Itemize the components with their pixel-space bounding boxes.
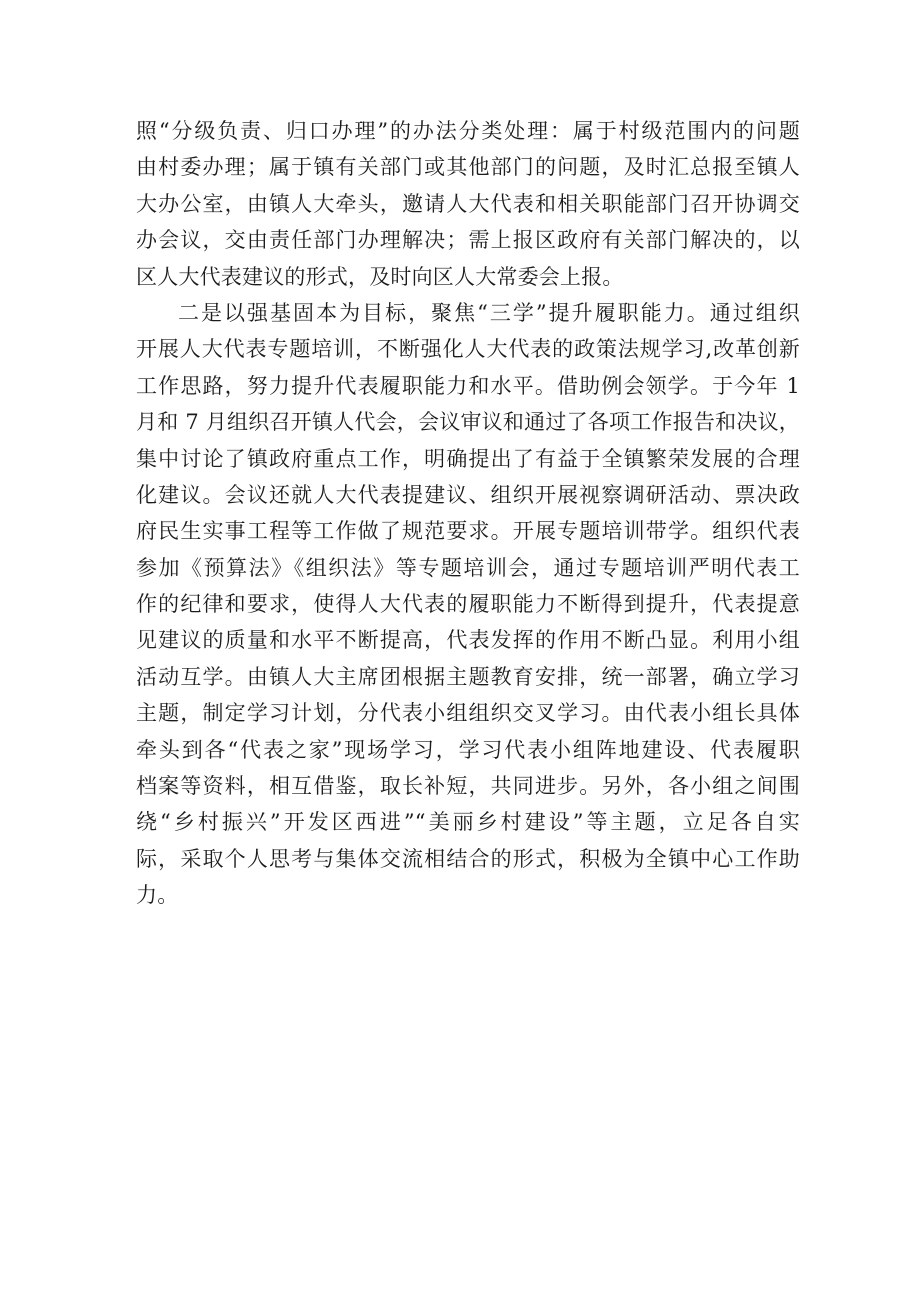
- paragraph-line: 见建议的质量和水平不断提高，代表发挥的作用不断凸显。利用小组: [136, 628, 800, 653]
- paragraph-line: 作的纪律和要求，使得人大代表的履职能力不断得到提升，代表提意: [136, 592, 800, 617]
- paragraph-line: 照“分级负责、归口办理”的办法分类处理：属于村级范围内的问题: [136, 119, 800, 143]
- paragraph-line: 集中讨论了镇政府重点工作，明确提出了有益于全镇繁荣发展的合理: [136, 446, 800, 471]
- paragraph-line: 活动互学。由镇人大主席团根据主题教育安排，统一部署，确立学习: [136, 664, 800, 689]
- paragraph-line: 区人大代表建议的形式，及时向区人大常委会上报。: [136, 264, 624, 289]
- paragraph-1: [136, 113, 800, 295]
- paragraph-line: 牵头到各“代表之家”现场学习，学习代表小组阵地建设、代表履职: [136, 737, 800, 762]
- paragraph-line: 由村委办理；属于镇有关部门或其他部门的问题，及时汇总报至镇人: [136, 155, 800, 180]
- paragraph-2: [136, 295, 800, 914]
- paragraph-line: 大办公室，由镇人大牵头，邀请人大代表和相关职能部门召开协调交: [136, 191, 800, 216]
- paragraph-line: 绕“乡村振兴”开发区西进”“美丽乡村建设”等主题，立足各自实: [136, 810, 800, 835]
- paragraph-line: 二是以强基固本为目标，聚焦“三学”提升履职能力。通过组织: [178, 300, 800, 325]
- paragraph-line: 主题，制定学习计划，分代表小组组织交叉学习。由代表小组长具体: [136, 701, 800, 726]
- paragraph-line: 月和 7 月组织召开镇人代会，会议审议和通过了各项工作报告和决议，: [136, 410, 800, 435]
- paragraph-line: 力。: [136, 883, 179, 908]
- paragraph-line: 参加《预算法》《组织法》等专题培训会，通过专题培训严明代表工: [136, 555, 800, 580]
- paragraph-line: 府民生实事工程等工作做了规范要求。开展专题培训带学。组织代表: [136, 519, 800, 544]
- paragraph-line: 工作思路，努力提升代表履职能力和水平。借助例会领学。于今年 1: [136, 373, 800, 398]
- document-body: [136, 113, 800, 914]
- paragraph-line: 化建议。会议还就人大代表提建议、组织开展视察调研活动、票决政: [136, 482, 800, 507]
- paragraph-line: 档案等资料，相互借鉴，取长补短，共同进步。另外，各小组之间围: [136, 774, 800, 799]
- paragraph-line: 际，采取个人思考与集体交流相结合的形式，积极为全镇中心工作助: [136, 846, 800, 871]
- paragraph-line: 办会议，交由责任部门办理解决；需上报区政府有关部门解决的，以: [136, 228, 800, 253]
- paragraph-line: 开展人大代表专题培训，不断强化人大代表的政策法规学习,改革创新: [136, 337, 800, 362]
